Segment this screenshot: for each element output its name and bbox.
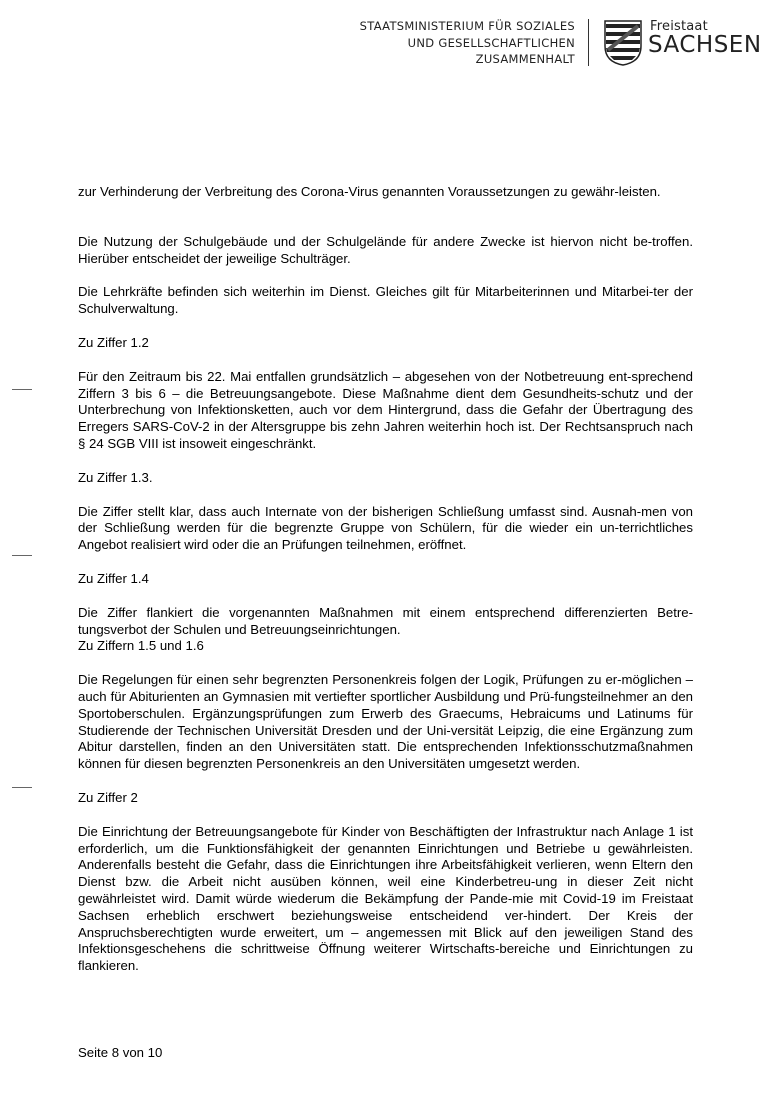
fold-mark-top (12, 389, 32, 390)
paragraph: Die Ziffer flankiert die vorgenannten Maßnahmen mit einem entsprechend differenzierten Betre-tungsverbot der Schulen und Betreuungseinrichtungen. (78, 604, 693, 637)
section-heading: Zu Ziffer 2 (78, 789, 138, 805)
letterhead (0, 14, 783, 74)
freistaat-label: Freistaat (650, 19, 708, 34)
paragraph: Für den Zeitraum bis 22. Mai entfallen grundsätzlich – abgesehen von der Notbetreuung ent-sprechend Ziffern 3 bis 6 – die Betreuungsangebote. Diese Maßnahme dient dem Gesundheits-schutz und der Unterbrechung von Infektionsketten, auch vor dem Hintergrund, dass die Gefahr der Übertragung des Erregers SARS-CoV-2 in der Altersgruppe bis zehn Jahren weiterhin hoch ist. Der Rechtsanspruch nach § 24 SGB VIII ist insoweit eingeschränkt. (78, 368, 693, 451)
section-heading: Zu Ziffer 1.2 (78, 334, 149, 350)
paragraph: Die Nutzung der Schulgebäude und der Schulgelände für andere Zwecke ist hiervon nicht be-troffen. Hierüber entscheidet der jeweilige Schulträger. (78, 233, 693, 266)
paragraph: Die Ziffer stellt klar, dass auch Internate von der bisherigen Schließung umfasst sind. Ausnah-men von der Schließung werden für die begrenzte Gruppe von Schülern, für die wieder ein un-terrichtliches Angebot realisiert wird oder die an Prüfungen teilnehmen, eröffnet. (78, 503, 693, 553)
ministry-line-3: ZUSAMMENHALT (475, 52, 575, 66)
header-divider (588, 19, 589, 66)
ministry-line-2: UND GESELLSCHAFTLICHEN (407, 35, 575, 50)
paragraph: zur Verhinderung der Verbreitung des Corona-Virus genannten Voraussetzungen zu gewähr-leisten. (78, 184, 661, 199)
sachsen-label: SACHSEN (648, 32, 762, 58)
page-number: Seite 8 von 10 (78, 1045, 163, 1060)
paragraph: Die Einrichtung der Betreuungsangebote für Kinder von Beschäftigten der Infrastruktur nach Anlage 1 ist erforderlich, um die Funktionsfähigkeit der genannten Einrichtungen und Betriebe u gewährleisten. Anderenfalls besteht die Gefahr, dass die Einrichtungen ihre Arbeitsfähigkeit verlieren, wenn Eltern den Dienst bzw. die Arbeit nicht ausüben können, weil eine Kinderbetreu-ung in dieser Zeit nicht gewährleistet wird. Damit würde wiederum die Bekämpfung der Pande-mie mit Covid-19 im Freistaat Sachsen erheblich erschwert beziehungsweise entscheidend ver-hindert. Der Kreis der Anspruchsberechtigten wurde erweitert, um – angemessen mit Blick auf den jeweiligen Stand des Infektionsgeschehens die schrittweise Öffnung weiterer Wirtschafts-bereiche und Einrichtungen zu flankieren. (78, 823, 693, 974)
punch-mark (12, 555, 32, 556)
paragraph: Die Lehrkräfte befinden sich weiterhin im Dienst. Gleiches gilt für Mitarbeiterinnen und Mitarbei-ter der Schulverwaltung. (78, 284, 693, 317)
paragraph: Die Regelungen für einen sehr begrenzten Personenkreis folgen der Logik, Prüfungen zu er-möglichen – auch für Abiturienten an Gymnasien mit vertiefter sportlicher Ausbildung und Prü-fungsteilnehmer an den Sportoberschulen. Ergänzungsprüfungen zum Erwerb des Graecums, Hebraicums und Latinums für Studierende der Technischen Universität Dresden und der Uni-versität Leipzig, die eine Ergänzung zum Abitur darstellen, finden an den Universitäten statt. Die entsprechenden Infektionsschutzmaßnahmen können für diesen begrenzten Personenkreis an den Universitäten umgesetzt werden. (78, 672, 693, 772)
fold-mark-bottom (12, 787, 32, 788)
section-heading: Zu Ziffern 1.5 und 1.6 (78, 638, 204, 654)
coat-of-arms-icon (604, 20, 642, 66)
section-heading: Zu Ziffer 1.3. (78, 469, 153, 485)
document-body (78, 184, 693, 975)
section-heading: Zu Ziffer 1.4 (78, 570, 149, 586)
ministry-name (360, 18, 575, 68)
ministry-line-1: STAATSMINISTERIUM FÜR SOZIALES (359, 19, 575, 33)
